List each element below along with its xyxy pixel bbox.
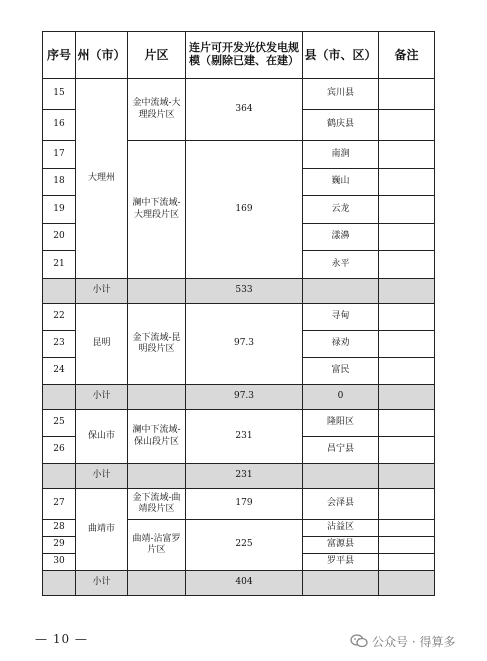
- subtotal-county: 0: [303, 385, 379, 410]
- subtotal-note: [379, 279, 435, 304]
- table-row: [43, 489, 435, 520]
- zone-cell: 金中流域-大理段片区: [128, 79, 186, 141]
- prefecture-cell: 曲靖市: [76, 489, 128, 571]
- subtotal-label: 小计: [76, 571, 128, 596]
- county-cell: 寻甸: [303, 304, 379, 331]
- row-number: 23: [43, 331, 76, 358]
- subtotal-note: [379, 385, 435, 410]
- subtotal-county: [303, 464, 379, 489]
- row-number: 21: [43, 251, 76, 279]
- county-cell: 沾益区: [303, 520, 379, 537]
- row-number: 16: [43, 110, 76, 141]
- subtotal-capacity: 533: [186, 279, 303, 304]
- row-number: 20: [43, 224, 76, 251]
- row-number: 17: [43, 141, 76, 169]
- row-number: 25: [43, 410, 76, 437]
- row-number: 27: [43, 489, 76, 520]
- note-cell: [379, 489, 435, 520]
- page-number: — 10 —: [35, 632, 88, 646]
- county-cell: 富源县: [303, 537, 379, 554]
- capacity-cell: 97.3: [186, 304, 303, 385]
- subtotal-row: [43, 385, 435, 410]
- subtotal-blank: [128, 464, 186, 489]
- county-cell: 漾濞: [303, 224, 379, 251]
- note-cell: [379, 358, 435, 385]
- wechat-icon: [350, 634, 368, 648]
- subtotal-capacity: 97.3: [186, 385, 303, 410]
- header-county: 县（市、区）: [303, 32, 379, 79]
- table-row: [43, 410, 435, 437]
- note-cell: [379, 437, 435, 464]
- subtotal-label: 小计: [76, 279, 128, 304]
- county-cell: 会泽县: [303, 489, 379, 520]
- subtotal-note: [379, 571, 435, 596]
- header-zone: 片区: [128, 32, 186, 79]
- wechat-watermark: [350, 632, 455, 650]
- subtotal-county: [303, 571, 379, 596]
- row-number: 18: [43, 169, 76, 196]
- zone-cell: 曲靖-沾富罗片区: [128, 520, 186, 571]
- subtotal-capacity: 231: [186, 464, 303, 489]
- row-number: 29: [43, 537, 76, 554]
- county-cell: 永平: [303, 251, 379, 279]
- header-capacity: 连片可开发光伏发电规模（剔除已建、在建）: [186, 32, 303, 79]
- county-cell: 巍山: [303, 169, 379, 196]
- subtotal-blank: [43, 279, 76, 304]
- row-number: 30: [43, 554, 76, 571]
- county-cell: 南涧: [303, 141, 379, 169]
- zone-cell: 金下流域-昆明段片区: [128, 304, 186, 385]
- zone-cell: 澜中下流域-大理段片区: [128, 141, 186, 279]
- header-prefecture: 州（市）: [76, 32, 128, 79]
- note-cell: [379, 304, 435, 331]
- note-cell: [379, 110, 435, 141]
- subtotal-blank: [128, 279, 186, 304]
- capacity-cell: 364: [186, 79, 303, 141]
- header-seq: 序号: [43, 32, 76, 79]
- zone-cell: 澜中下流域-保山段片区: [128, 410, 186, 464]
- subtotal-row: [43, 571, 435, 596]
- prefecture-cell: 大理州: [76, 79, 128, 279]
- subtotal-row: [43, 464, 435, 489]
- note-cell: [379, 331, 435, 358]
- county-cell: 隆阳区: [303, 410, 379, 437]
- row-number: 24: [43, 358, 76, 385]
- note-cell: [379, 251, 435, 279]
- subtotal-note: [379, 464, 435, 489]
- subtotal-blank: [43, 385, 76, 410]
- county-cell: 昌宁县: [303, 437, 379, 464]
- note-cell: [379, 169, 435, 196]
- subtotal-blank: [128, 571, 186, 596]
- table-header-row: [43, 32, 435, 79]
- row-number: 19: [43, 196, 76, 224]
- subtotal-label: 小计: [76, 385, 128, 410]
- note-cell: [379, 537, 435, 554]
- prefecture-cell: 昆明: [76, 304, 128, 385]
- row-number: 22: [43, 304, 76, 331]
- note-cell: [379, 224, 435, 251]
- table-row: [43, 304, 435, 331]
- table-row: [43, 79, 435, 110]
- row-number: 15: [43, 79, 76, 110]
- county-cell: 禄劝: [303, 331, 379, 358]
- subtotal-label: 小计: [76, 464, 128, 489]
- note-cell: [379, 79, 435, 110]
- note-cell: [379, 554, 435, 571]
- county-cell: 罗平县: [303, 554, 379, 571]
- subtotal-capacity: 404: [186, 571, 303, 596]
- header-note: 备注: [379, 32, 435, 79]
- capacity-cell: 179: [186, 489, 303, 520]
- capacity-cell: 231: [186, 410, 303, 464]
- zone-cell: 金下流域-曲靖段片区: [128, 489, 186, 520]
- row-number: 26: [43, 437, 76, 464]
- watermark-text: 公众号 · 得算多: [372, 634, 456, 649]
- capacity-cell: 225: [186, 520, 303, 571]
- note-cell: [379, 410, 435, 437]
- subtotal-county: [303, 279, 379, 304]
- row-number: 28: [43, 520, 76, 537]
- note-cell: [379, 520, 435, 537]
- prefecture-cell: 保山市: [76, 410, 128, 464]
- pv-capacity-table: [42, 31, 435, 596]
- subtotal-blank: [43, 571, 76, 596]
- subtotal-row: [43, 279, 435, 304]
- note-cell: [379, 141, 435, 169]
- county-cell: 富民: [303, 358, 379, 385]
- county-cell: 鹤庆县: [303, 110, 379, 141]
- capacity-cell: 169: [186, 141, 303, 279]
- subtotal-blank: [128, 385, 186, 410]
- note-cell: [379, 196, 435, 224]
- county-cell: 云龙: [303, 196, 379, 224]
- county-cell: 宾川县: [303, 79, 379, 110]
- subtotal-blank: [43, 464, 76, 489]
